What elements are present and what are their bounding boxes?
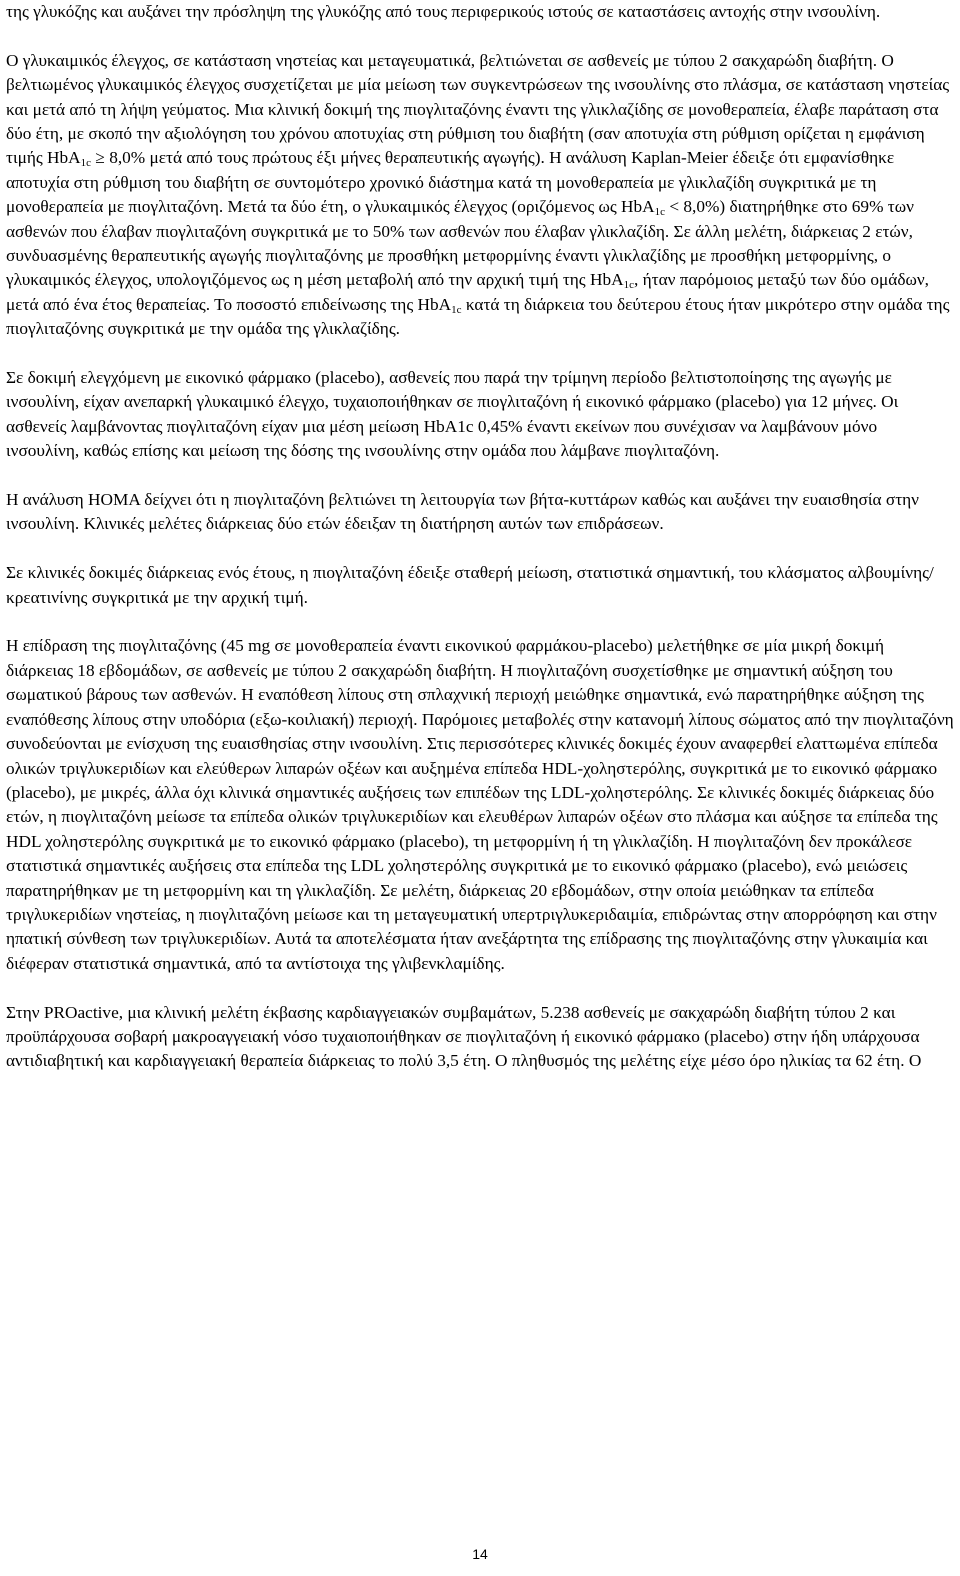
- sentence-kaplan-meier: ≥ 8,0% μετά από τους πρώτους έξι μήνες θεραπευτικής αγωγής). Η ανάλυση Kaplan-Meier έδειξε ότι εμφανίσθηκε αποτυχία στη ρύθμιση του διαβήτη σε συντομότερο χρονικό διάστημα κατά τη μονοθεραπεία με γλικλαζίδη συγκριτικά με τη μονοθεραπεία με πιογλιταζόνη. Μετά τα δύο έτη, ο γλυκαιμικός έλεγχος (οριζόμενος ως HbA: [6, 148, 895, 217]
- paragraph-insulin-trial: Σε δοκιμή ελεγχόμενη με εικονικό φάρμακο (placebo), ασθενείς που παρά την τρίμηνη περίοδο βελτιστοποίησης της αγωγής με ινσουλίνη, είχαν ανεπαρκή γλυκαιμικό έλεγχο, τυχαιοποιήθηκαν σε πιογλιταζόνη ή εικονικό φάρμακο (placebo) για 12 μήνες. Οι ασθενείς λαμβάνοντας πιογλιταζόνη είχαν μια μέση μείωση HbA1c 0,45% έναντι εκείνων που συνέχισαν να λαμβάνουν μόνο ινσουλίνη, καθώς επίσης και μείωση της δόσης της ινσουλίνης στην ομάδα που λάμβανε πιογλιταζόνη.: [6, 368, 899, 461]
- paragraph-spacer: [6, 24, 954, 48]
- paragraph-continuation: της γλυκόζης και αυξάνει την πρόσληψη της γλυκόζης από τους περιφερικούς ιστούς σε καταστάσεις αντοχής στην ινσουλίνη.: [6, 2, 881, 21]
- paragraph-homa: Η ανάλυση HOMA δείχνει ότι η πιογλιταζόνη βελτιώνει τη λειτουργία των βήτα-κυττάρων καθώς και αυξάνει την ευαισθησία στην ινσουλίνη. Κλινικές μελέτες διάρκειας δύο ετών έδειξαν τη διατήρηση αυτών των επιδράσεων.: [6, 490, 919, 534]
- hba1c-subscript: 1c: [623, 279, 634, 292]
- sentence-two-year-results: < 8,0%) διατηρήθηκε στο 69% των ασθενών που έλαβαν πιογλιταζόνη συγκριτικά με το 50% των ασθενών που έλαβαν γλικλαζίδη. Σε άλλη μελέτη, διάρκειας 2 ετών, συνδυασμένης θεραπευτικής αγωγής πιογλιταζόνης με προσθήκη μετφορμίνης έναντι γλικλαζίδης με προσθήκη μετφορμίνης, ο γλυκαιμικός έλεγχος, υπολογιζόμενος ως η μέση μεταβολή από την αρχική τιμή της HbA: [6, 197, 914, 290]
- paragraph-spacer: [6, 342, 954, 366]
- paragraph-spacer: [6, 976, 954, 1000]
- sentence-gliclazide-trial: Μια κλινική δοκιμή της πιογλιταζόνης έναντι της γλικλαζίδης σε μονοθεραπεία, έλαβε παράταση στα δύο έτη, με σκοπό την αξιολόγηση του χρόνου αποτυχίας στη ρύθμιση του διαβήτη (σαν αποτυχία στη ρύθμιση ορίζεται η εμφάνιση τιμής HbA: [6, 99, 939, 168]
- page-number: 14: [472, 1546, 488, 1562]
- hba1c-subscript: 1c: [654, 206, 666, 219]
- body-text: [6, 0, 954, 1074]
- paragraph-albumin: Σε κλινικές δοκιμές διάρκειας ενός έτους, η πιογλιταζόνη έδειξε σταθερή μείωση, στατιστικά σημαντική, του κλάσματος αλβουμίνης/κρεατινίνης συγκριτικά με την αρχική τιμή.: [6, 563, 934, 607]
- sentence-fasting-control: Ο γλυκαιμικός έλεγχος, σε κατάσταση νηστείας και μεταγευματικά, βελτιώνεται σε ασθενείς με τύπου 2 σακχαρώδη διαβήτη. Ο βελτιωμένος γλυκαιμικός έλεγχος συσχετίζεται με μία μείωση των συγκεντρώσεων της ινσουλίνης στο πλάσμα, σε κατάσταση νηστείας και μετά από τη λήψη γεύματος.: [6, 50, 950, 119]
- paragraph-spacer: [6, 537, 954, 561]
- hba1c-subscript: 1c: [80, 157, 92, 170]
- paragraph-lipids: Η επίδραση της πιογλιταζόνης (45 mg σε μονοθεραπεία έναντι εικονικού φαρμάκου-placebo) μελετήθηκε σε μία μικρή δοκιμή διάρκειας 18 εβδομάδων, σε ασθενείς με τύπου 2 σακχαρώδη διαβήτη. Η πιογλιταζόνη συσχετίσθηκε με σημαντική αύξηση του σωματικού βάρους των ασθενών. Η εναπόθεση λίπους στη σπλαχνική περιοχή μειώθηκε σημαντικά, ενώ παρατηρήθηκε αύξηση της εναπόθεσης λίπους στην υποδόρια (εξω-κοιλιακή) περιοχή. Παρόμοιες μεταβολές στην κατανομή λίπους σώματος από την πιογλιταζόνη συνοδεύονται με ενίσχυση της ευαισθησίας στην ινσουλίνη. Στις περισσότερες κλινικές δοκιμές έχουν αναφερθεί ελαττωμένα επίπεδα ολικών τριγλυκεριδίων και ελεύθερων λιπαρών οξέων και αυξημένα επίπεδα HDL-χοληστερόλης, συγκριτικά με το εικονικό φάρμακο (placebo), με μικρές, άλλα όχι κλινικά σημαντικές αυξήσεις των επιπέδων της LDL-χοληστερόλης. Σε κλινικές δοκιμές διάρκειας δύο ετών, η πιογλιταζόνη μείωσε τα επίπεδα ολικών τριγλυκεριδίων και ελευθέρων λιπαρών οξέων στο πλάσμα και αύξησε τα επίπεδα της HDL χοληστερόλης συγκριτικά με το εικονικό φάρμακο (placebo), τη μετφορμίνη ή τη γλικλαζίδη. Η πιογλιταζόνη δεν προκάλεσε στατιστικά σημαντικές αυξήσεις στα επίπεδα της LDL χοληστερόλης συγκριτικά με το εικονικό φάρμακο (placebo), ενώ μειώσεις παρατηρήθηκαν με τη μετφορμίνη και τη γλικλαζίδη. Σε μελέτη, διάρκειας 20 εβδομάδων, στην οποία μειώθηκαν τα επίπεδα τριγλυκεριδίων νηστείας, η πιογλιταζόνη μείωσε και τη μεταγευματική υπερτριγλυκεριδαιμία, επιδρώντας στην απορρόφηση και στην ηπατική σύνθεση των τριγλυκεριδίων. Αυτά τα αποτελέσματα ήταν ανεξάρτητα της επίδρασης της πιογλιταζόνης στην γλυκαιμία και διέφεραν στατιστικά σημαντικά, από τα αντίστοιχα της γλιβενκλαμίδης.: [6, 636, 954, 973]
- sentence-one-year-comparison: , ήταν παρόμοιος μεταξύ των δύο ομάδων, μετά από ένα έτος θεραπείας. Το ποσοστό επιδείνωσης της HbA: [6, 270, 929, 314]
- paragraph-spacer: [6, 464, 954, 488]
- paragraph-glycaemic-control: [6, 49, 954, 342]
- sentence-second-year: κατά τη διάρκεια του δεύτερου έτους ήταν μικρότερο στην ομάδα της πιογλιταζόνης συγκριτικά με την ομάδα της γλικλαζίδης.: [6, 294, 950, 339]
- hba1c-subscript: 1c: [451, 303, 462, 316]
- paragraph-spacer: [6, 610, 954, 634]
- paragraph-proactive: Στην PROactive, μια κλινική μελέτη έκβασης καρδιαγγειακών συμβαμάτων, 5.238 ασθενείς με σακχαρώδη διαβήτη τύπου 2 και προϋπάρχουσα σοβαρή μακροαγγειακή νόσο τυχαιοποιήθηκαν σε πιογλιταζόνη ή εικονικό φάρμακο (placebo) στην ήδη υπάρχουσα αντιδιαβητική και καρδιαγγειακή θεραπεία διάρκειας το πολύ 3,5 έτη. Ο πληθυσμός της μελέτης είχε μέσο όρο ηλικίας τα 62 έτη. Ο: [6, 1002, 922, 1071]
